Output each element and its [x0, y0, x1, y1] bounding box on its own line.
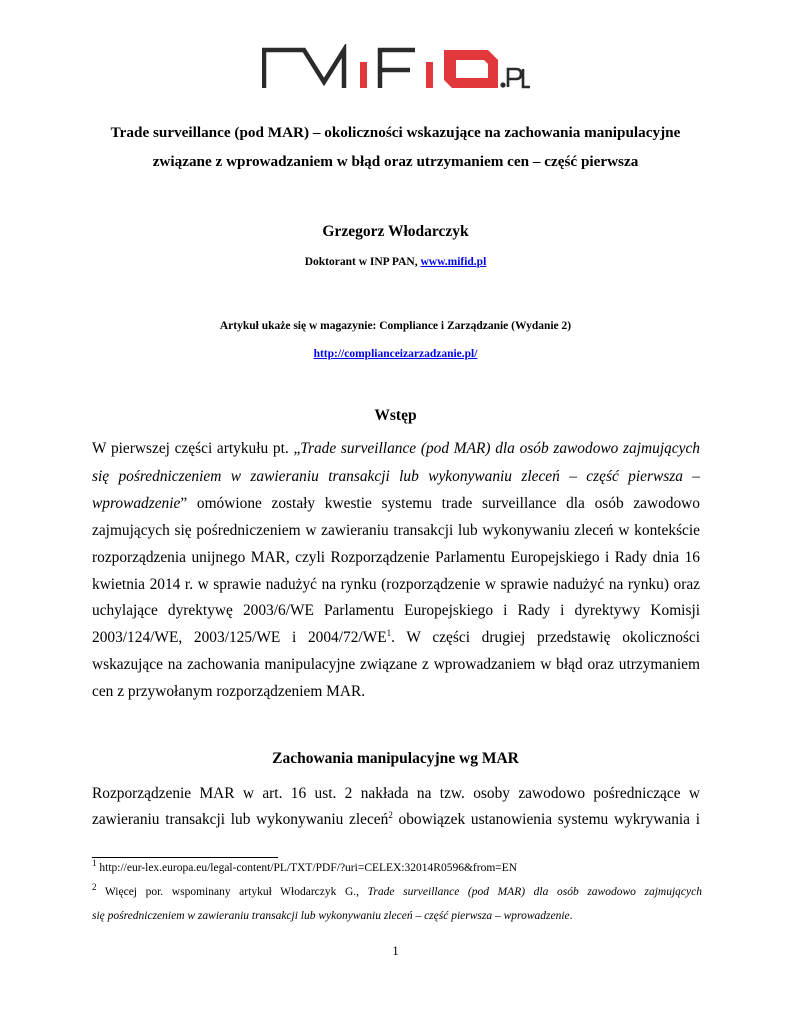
author-name: Grzegorz Włodarczyk [322, 223, 469, 240]
footnote-2-line-1 [92, 882, 702, 898]
paragraph-line: rozporządzenia unijnego MAR, czyli Rozporządzenie Parlamentu Europejskiego i Rady dnia 16 [92, 549, 700, 566]
footnote-number: 2 [92, 882, 97, 893]
italic-title-run: Trade surveillance (pod MAR) dla osób zawodowo zajmujących [300, 440, 700, 457]
text-run: . W części drugiej przedstawię okoliczności [391, 629, 700, 646]
paragraph-line: kwietnia 2014 r. w sprawie nadużyć na rynku (rozporządzenie w sprawie nadużyć na rynku) oraz [92, 576, 700, 593]
document-title-line-1: Trade surveillance (pod MAR) – okoliczności wskazujące na zachowania manipulacyjne [110, 124, 681, 141]
page-number: 1 [392, 944, 399, 958]
footnote-ref-1[interactable]: 1 [386, 627, 392, 638]
footnote-text: http://eur-lex.europa.eu/legal-content/PL/TXT/PDF/?uri=CELEX:32014R0596&from=EN [96, 862, 518, 874]
author-affiliation [0, 256, 791, 268]
paragraph-line: uchylające dyrektywę 2003/6/WE Parlamentu Europejskiego i Rady i dyrektywy Komisji [92, 602, 700, 619]
italic-title-run: wprowadzenie [92, 495, 181, 512]
footnote-text: Więcej por. wspominany artykuł Włodarczyk G., [96, 886, 368, 898]
mifid-link[interactable]: www.mifid.pl [420, 256, 487, 268]
footnote-italic: Trade surveillance (pod MAR) dla osób zawodowo zajmujących [367, 886, 702, 898]
document-title-line-2: związane z wprowadzaniem w błąd oraz utrzymaniem cen – część pierwsza [152, 153, 639, 170]
footnote-separator [92, 857, 278, 858]
article-note: Artykuł ukaże się w magazynie: Compliance i Zarządzanie (Wydanie 2) [219, 320, 572, 332]
text-run: ” omówione zostały kwestie systemu trade surveillance dla osób zawodowo [180, 495, 700, 512]
paragraph-line [92, 440, 700, 458]
text-run: W pierwszej części artykułu pt. „ [92, 440, 301, 457]
magazine-link-row [0, 348, 791, 360]
mifid-logo-graphic [262, 44, 530, 92]
mifid-logo [262, 44, 530, 92]
footnote-number: 1 [92, 858, 97, 869]
paragraph-line [92, 495, 700, 513]
paragraph-line [92, 811, 700, 829]
footnote-italic: się pośredniczeniem w zawieraniu transakcji lub wykonywaniu zleceń – część pierwsza – wprowadzenie [92, 910, 570, 922]
text-run: obowiązek ustanowienia systemu wykrywania i [392, 811, 700, 828]
paragraph-line: zajmujących się pośredniczeniem w zawieraniu transakcji lub wykonywaniu zleceń w kontekście [92, 522, 700, 539]
footnote-1 [92, 858, 702, 874]
footnote-2-line-2 [92, 910, 702, 922]
section-heading-mar: Zachowania manipulacyjne wg MAR [272, 750, 519, 767]
text-run: zawieraniu transakcji lub wykonywaniu zleceń [92, 811, 389, 828]
italic-title-run: się pośredniczeniem w zawieraniu transakcji lub wykonywaniu zleceń – część pierwsza – [92, 468, 700, 485]
paragraph-line: Rozporządzenie MAR w art. 16 ust. 2 nakłada na tzw. osoby zawodowo pośredniczące w [92, 785, 700, 802]
magazine-link[interactable]: http://complianceizarzadzanie.pl/ [313, 348, 478, 360]
affiliation-text: Doktorant w INP PAN, [304, 256, 421, 268]
section-heading-intro: Wstęp [374, 407, 417, 424]
footnote-ref-2[interactable]: 2 [388, 809, 393, 820]
paragraph-line [92, 629, 700, 647]
paragraph-line: wskazujące na zachowania manipulacyjne związane z wprowadzaniem w błąd oraz utrzymaniem [92, 656, 700, 673]
paragraph-line-last: cen z przywołanym rozporządzeniem MAR. [92, 683, 366, 700]
footnote-text: . [569, 910, 573, 922]
paragraph-line [92, 468, 700, 486]
text-run: 2003/124/WE, 2003/125/WE i 2004/72/WE [92, 629, 387, 646]
